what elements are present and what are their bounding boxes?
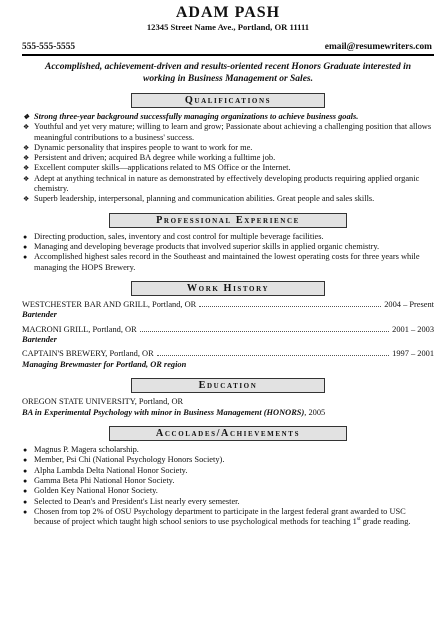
qualifications-list — [22, 112, 434, 205]
list-item: ❖ Youthful and yet very mature; willing to learn and grow; Passionate about achieving a challenging position that allows meaningful contributions to a business' success. — [23, 122, 432, 142]
dotted-leader — [157, 355, 389, 356]
dotted-leader — [140, 331, 389, 332]
work-history-heading: Work History — [131, 281, 325, 296]
graduation-year: , 2005 — [304, 407, 326, 417]
job-entry — [22, 349, 434, 370]
job-dates: 1997 – 2001 — [392, 349, 434, 359]
list-item: ● Gamma Beta Phi National Honor Society. — [23, 476, 175, 485]
dot-bullet-icon: ● — [23, 487, 28, 496]
list-item: ● Member, Psi Chi (National Psychology Honors Society). — [23, 455, 225, 465]
list-item: ● Alpha Lambda Delta National Honor Society. — [23, 465, 188, 475]
work-history-section — [22, 281, 434, 370]
list-item: ● Chosen from top 2% of OSU Psychology department to participate in the largest federal grant awarded to USC because of project which taught high school seniors to use psychological methods for teaching 1st grade reading. — [23, 506, 411, 527]
school-name: OREGON STATE UNIVERSITY, Portland, OR — [22, 397, 184, 407]
job-entry — [22, 300, 434, 321]
education-heading: Education — [131, 378, 325, 393]
diamond-bullet-icon: ❖ — [23, 195, 30, 204]
job-title: Bartender — [22, 335, 57, 345]
diamond-bullet-icon: ❖ — [23, 154, 30, 163]
job-employer: WESTCHESTER BAR AND GRILL, Portland, OR — [22, 299, 197, 309]
job-dates: 2001 – 2003 — [392, 324, 434, 334]
list-item: ❖ Persistent and driven; acquired BA degree while working a fulltime job. — [23, 153, 276, 163]
job-title: Bartender — [22, 310, 57, 320]
dot-bullet-icon: ● — [23, 456, 28, 465]
accolades-section — [22, 426, 434, 527]
list-item: ❖ Dynamic personality that inspires people to want to work for me. — [23, 142, 253, 152]
list-item: ❖ Strong three-year background successfully managing organizations to achieve business goals. — [23, 112, 359, 121]
list-item: ● Directing production, sales, inventory and cost control for multiple beverage facilities. — [23, 231, 324, 241]
header-divider — [22, 54, 434, 56]
accolades-list — [22, 445, 434, 527]
dot-bullet-icon: ● — [23, 466, 28, 475]
dot-bullet-icon: ● — [23, 253, 28, 262]
list-item: ● Accomplished highest sales record in the Southeast and maintained the lowest operating costs for three years while managing the HOPS Brewery. — [23, 252, 420, 272]
experience-list — [22, 232, 434, 273]
diamond-bullet-icon: ❖ — [23, 113, 30, 121]
qualifications-section — [22, 93, 434, 205]
dotted-leader — [199, 306, 381, 307]
street-address: 12345 Street Name Ave., Portland, OR 11111 — [146, 22, 310, 32]
job-employer: CAPTAIN'S BREWERY, Portland, OR — [22, 349, 154, 359]
diamond-bullet-icon: ❖ — [23, 143, 30, 152]
resume-name: ADAM PASH — [175, 4, 281, 21]
list-item: ● Magnus P. Magera scholarship. — [23, 445, 139, 455]
list-item: ● Golden Key National Honor Society. — [23, 486, 158, 496]
diamond-bullet-icon: ❖ — [23, 123, 30, 132]
list-item: ● Managing and developing beverage products that involved superior skills in applied organic chemistry. — [23, 241, 380, 251]
experience-heading: Professional Experience — [109, 213, 347, 228]
dot-bullet-icon: ● — [23, 497, 28, 506]
job-employer: MACRONI GRILL, Portland, OR — [22, 324, 137, 334]
list-item: ❖ Superb leadership, interpersonal, planning and communication abilities. Great people and sales skills. — [23, 194, 375, 204]
dot-bullet-icon: ● — [23, 232, 28, 241]
job-dates: 2004 – Present — [384, 299, 434, 309]
diamond-bullet-icon: ❖ — [23, 164, 30, 173]
accolades-heading: Accolades/Achievements — [109, 426, 347, 441]
experience-section — [22, 213, 434, 273]
email-address: email@resumewriters.com — [324, 42, 432, 52]
list-item: ❖ Adept at anything technical in nature as demonstrated by effectively developing products requiring applied organic chemistry. — [23, 173, 420, 194]
job-entry — [22, 325, 434, 346]
dot-bullet-icon: ● — [23, 242, 28, 251]
job-title: Managing Brewmaster for Portland, OR region — [22, 359, 187, 369]
list-item: ● Selected to Dean's and President's List nearly every semester. — [23, 496, 240, 506]
dot-bullet-icon: ● — [23, 507, 28, 516]
diamond-bullet-icon: ❖ — [23, 174, 30, 183]
degree-name: BA in Experimental Psychology with minor in Business Management (HONORS) — [22, 407, 305, 417]
education-section — [22, 378, 434, 418]
phone-number: 555-555-5555 — [22, 42, 76, 52]
list-item: ❖ Excellent computer skills—applications related to MS Office or the Internet. — [23, 163, 291, 173]
degree-line — [22, 408, 434, 418]
contact-line — [22, 42, 434, 53]
dot-bullet-icon: ● — [23, 477, 28, 485]
dot-bullet-icon: ● — [23, 446, 28, 455]
objective-statement: Accomplished, achievement-driven and results-oriented recent Honors Graduate interested in working in Business Management or Sales. — [44, 62, 411, 84]
qualifications-heading: Qualifications — [131, 93, 325, 108]
